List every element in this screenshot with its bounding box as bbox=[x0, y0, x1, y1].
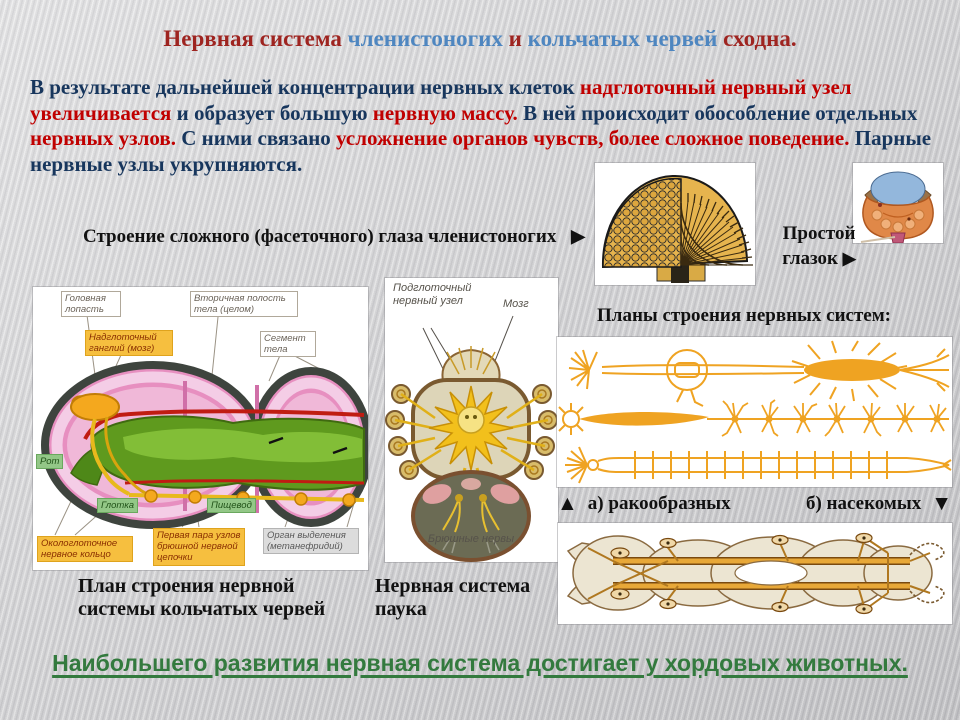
title-segment: сходна. bbox=[717, 26, 797, 51]
worm-label-excretory: Орган выделения (метанефридий) bbox=[263, 528, 359, 554]
compound-eye-label bbox=[83, 226, 585, 248]
spider-label-abdominal: Брюшные нервы bbox=[427, 533, 515, 545]
intro-paragraph bbox=[30, 75, 935, 177]
worm-label-coelom: Вторичная полость тела (целом) bbox=[190, 291, 298, 317]
title-segment: и bbox=[502, 26, 528, 51]
spider-label-brain: Мозг bbox=[503, 298, 529, 310]
title-segment: членистоногих bbox=[347, 26, 503, 51]
simple-eye-label-line2: глазок bbox=[782, 247, 838, 269]
spider-panel bbox=[385, 278, 558, 562]
simple-eye-label bbox=[770, 222, 868, 271]
worm-label-nerve-ring: Окологлоточное нервное кольцо bbox=[37, 536, 133, 562]
down-arrow-icon: ▼ bbox=[931, 491, 952, 515]
plan-a-label: а) ракообразных bbox=[587, 492, 731, 514]
simple-eye-label-line1: Простой bbox=[782, 223, 856, 244]
annelid-worm-panel bbox=[33, 287, 368, 570]
page-title bbox=[0, 26, 960, 52]
worm-label-mouth: Рот bbox=[36, 454, 63, 469]
up-arrow-icon: ▲ bbox=[557, 491, 578, 515]
plans-caption-row bbox=[557, 491, 952, 516]
worm-caption: План строения нервной системы кольчатых червей bbox=[78, 575, 326, 620]
spider-label-subpharyngeal: Подглоточный нервный узел bbox=[393, 282, 472, 307]
paragraph-segment: С ними связано bbox=[181, 126, 337, 151]
worm-label-supra-ganglion: Надглоточный ганглий (мозг) bbox=[85, 330, 173, 356]
worm-label-pharynx: Глотка bbox=[97, 498, 138, 513]
paragraph-segment: В ней происходит обособление отдельных bbox=[523, 100, 918, 125]
footer-statement: Наибольшего развития нервная система достигает у хордовых животных. bbox=[52, 650, 908, 676]
title-segment: кольчатых червей bbox=[527, 26, 718, 51]
paragraph-segment: и образует большую bbox=[176, 100, 373, 125]
right-arrow-icon: ▶ bbox=[842, 248, 856, 268]
insect-nervous-system-illustration bbox=[558, 523, 952, 624]
spider-caption: Нервная система паука bbox=[375, 575, 531, 620]
plans-heading: Планы строения нервных систем: bbox=[597, 305, 891, 326]
worm-label-body-segment: Сегмент тела bbox=[260, 331, 316, 357]
insect-plan-panel bbox=[558, 523, 952, 624]
compound-eye-label-text: Строение сложного (фасеточного) глаза членистоногих bbox=[83, 226, 557, 247]
paragraph-segment: В результате дальнейшей концентрации нервных клеток bbox=[30, 75, 580, 99]
title-segment: Нервная система bbox=[163, 26, 348, 51]
paragraph-segment: усложнение органов чувств, более сложное поведение. bbox=[336, 126, 855, 151]
worm-label-head-lobe: Головная лопасть bbox=[61, 291, 121, 317]
worm-label-esophagus: Пищевод bbox=[207, 498, 256, 513]
plan-b-label: б) насекомых bbox=[805, 492, 922, 514]
paragraph-segment: Парные нервные узлы укрупняются. bbox=[30, 126, 932, 176]
compound-eye-illustration bbox=[595, 163, 755, 285]
crustacean-plans-panel bbox=[557, 337, 952, 487]
paragraph-segment: нервную массу. bbox=[372, 100, 524, 125]
compound-eye-panel bbox=[595, 163, 755, 285]
paragraph-segment: надглоточный нервный узел увеличивается bbox=[30, 75, 852, 125]
right-arrow-icon: ▶ bbox=[571, 226, 585, 246]
paragraph-segment: нервных узлов. bbox=[30, 126, 182, 151]
crustacean-nervous-system-illustration bbox=[557, 337, 952, 487]
worm-label-chain-nodes: Первая пара узлов брюшной нервной цепочки bbox=[153, 528, 245, 566]
spider-illustration bbox=[385, 278, 558, 562]
